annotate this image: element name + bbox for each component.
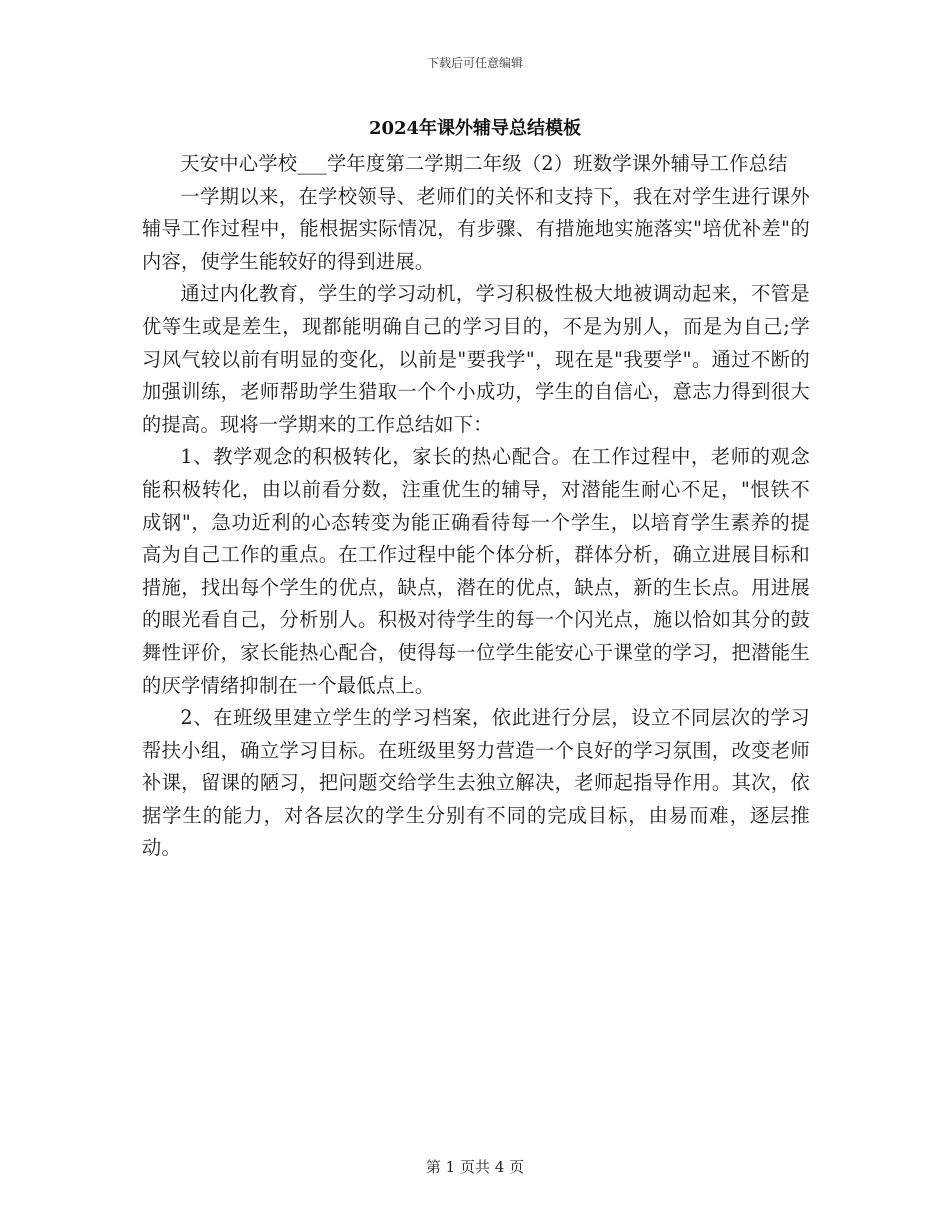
paragraph-motivation: 通过内化教育，学生的学习动机，学习积极性极大地被调动起来，不管是优等生或是差生，现都能明确自己的学习目的，不是为别人，而是为自己;学习风气较以前有明显的变化，以前是"要我学"，现在是"我要学"。通过不断的加强训练，老师帮助学生猎取一个个小成功，学生的自信心，意志力得到很大的提高。现将一学期来的工作总结如下： — [142, 282, 810, 436]
paragraph-point-2: 2、在班级里建立学生的学习档案，依此进行分层，设立不同层次的学习帮扶小组，确立学习目标。在班级里努力营造一个良好的学习氛围，改变老师补课，留课的陋习，把问题交给学生去独立解决，老师起指导作用。其次，依据学生的能力，对各层次的学生分别有不同的完成目标，由易而难，逐层推动。 — [142, 706, 810, 860]
paragraph-point-1: 1、教学观念的积极转化，家长的热心配合。在工作过程中，老师的观念能积极转化，由以前看分数，注重优生的辅导，对潜能生耐心不足，"恨铁不成钢"，急功近利的心态转变为能正确看待每一个学生，以培育学生素养的提高为自己工作的重点。在工作过程中能个体分析，群体分析，确立进展目标和措施，找出每个学生的优点，缺点，潜在的优点，缺点，新的生长点。用进展的眼光看自己，分析别人。积极对待学生的每一个闪光点，施以恰如其分的鼓舞性评价，家长能热心配合，使得每一位学生能安心于课堂的学习，把潜能生的厌学情绪抑制在一个最低点上。 — [142, 445, 810, 697]
document-body — [142, 148, 810, 865]
paragraph-intro: 一学期以来，在学校领导、老师们的关怀和支持下，我在对学生进行课外辅导工作过程中，能根据实际情况，有步骤、有措施地实施落实"培优补差"的内容，使学生能较好的得到进展。 — [142, 184, 810, 273]
header-note: 下载后可任意编辑 — [426, 56, 523, 70]
document-title: 2024年课外辅导总结模板 — [368, 118, 582, 139]
page-number: 第 1 页共 4 页 — [425, 1158, 525, 1176]
paragraph-subtitle: 天安中心学校___学年度第二学期二年级（2）班数学课外辅导工作总结 — [180, 152, 788, 175]
